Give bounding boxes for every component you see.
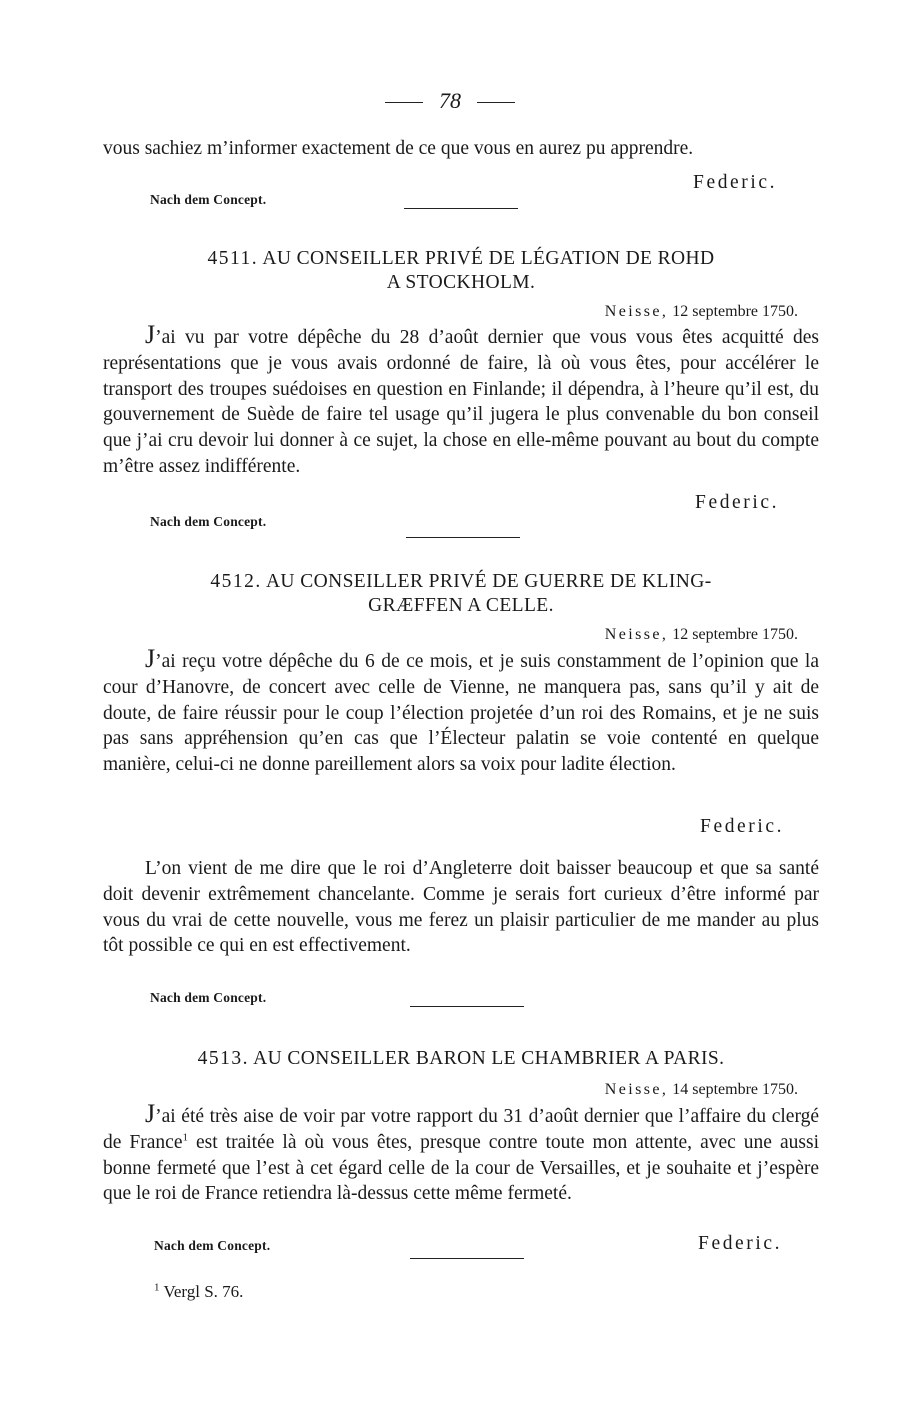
letter-4511-signature: Federic. xyxy=(695,492,780,513)
letter-4513-dateline xyxy=(103,1081,798,1099)
intro-separator xyxy=(404,208,518,209)
letter-4512-date: 12 septembre 1750. xyxy=(672,626,798,643)
letter-4513-body-text-1: ’ai été très aise de voir par votre rapport du 31 d’août dernier que l’affaire du clergé de France xyxy=(103,1106,819,1153)
letter-4513-body-text-2: est traitée là où vous êtes, presque contre toute mon attente, avec une aussi bonne fermeté que l’est à cet égard celle de la cour de Versailles, et je souhaite et j’espère que le roi de France retiendra là-dessus cette même fermeté. xyxy=(103,1131,819,1205)
letter-4511-source-note: Nach dem Concept. xyxy=(150,514,267,529)
footnote-mark: 1 xyxy=(154,1281,160,1294)
letter-4511-heading-line2: A STOCKHOLM. xyxy=(386,272,536,293)
letter-4513-heading-line1: AU CONSEILLER BARON LE CHAMBRIER A PARIS. xyxy=(253,1048,725,1069)
letter-4512-separator xyxy=(410,1006,524,1007)
letter-4512-heading-line1: AU CONSEILLER PRIVÉ DE GUERRE DE KLING- xyxy=(265,571,712,592)
intro-source-note: Nach dem Concept. xyxy=(150,192,267,207)
letter-4512-source-note: Nach dem Concept. xyxy=(150,990,267,1005)
letter-4512-number: 4512. xyxy=(210,571,262,592)
letter-4513-date: 14 septembre 1750. xyxy=(672,1081,798,1098)
page-number-dash-right xyxy=(477,102,515,103)
letter-4513-separator xyxy=(410,1258,524,1259)
letter-4511-heading-line1: AU CONSEILLER PRIVÉ DE LÉGATION DE ROHD xyxy=(262,248,715,269)
letter-4513-heading xyxy=(103,1047,819,1071)
footnote-text: Vergl S. 76. xyxy=(163,1282,244,1301)
letter-4513-number: 4513. xyxy=(197,1048,249,1069)
letter-4512-body xyxy=(103,644,819,778)
page-number xyxy=(0,88,900,114)
intro-signature: Federic. xyxy=(693,172,778,193)
letter-4511-separator xyxy=(406,537,520,538)
letter-4513-initial: J xyxy=(145,1099,156,1128)
footnote-reference: 1 xyxy=(182,1131,188,1144)
letter-4513-place: Neisse, xyxy=(604,1081,669,1098)
letter-4513-signature: Federic. xyxy=(698,1233,783,1254)
letter-4511-place: Neisse, xyxy=(604,303,669,320)
intro-paragraph: vous sachiez m’informer exactement de ce que vous en aurez pu apprendre. xyxy=(103,138,694,159)
page-number-text: 78 xyxy=(439,88,461,113)
letter-4512-place: Neisse, xyxy=(604,626,669,643)
letter-4511-body xyxy=(103,320,819,480)
letter-4512-dateline xyxy=(103,626,798,644)
letter-4511-heading xyxy=(103,247,819,295)
letter-4511-initial: J xyxy=(145,320,156,349)
letter-4512-body-text: ’ai reçu votre dépêche du 6 de ce mois, et je suis constamment de l’opinion que la cour d’Hanovre, de concert avec celle de Vienne, ne manquera pas, sans qu’il y ait de doute, de faire réussir pour le coup l’élection projetée d’un roi des Romains, et je ne suis pas sans appréhension qu’en cas que l’Électeur palatin se voie contenté en quelque manière, celui-ci ne donne pareillement alors sa voix pour ladite élection. xyxy=(103,651,819,776)
page-number-dash-left xyxy=(385,102,423,103)
letter-4513-source-note: Nach dem Concept. xyxy=(154,1238,271,1253)
letter-4511-number: 4511. xyxy=(207,248,259,269)
letter-4511-dateline xyxy=(103,303,798,321)
footnote xyxy=(154,1282,243,1302)
letter-4511-body-text: ’ai vu par votre dépêche du 28 d’août dernier que vous vous êtes acquitté des représentations que je vous avais ordonné de faire, là où vous êtes, pour accélérer le transport des troupes suédoises en question en Finlande; il dépendra, à l’heure qu’il est, du gouvernement de Suède de faire tel usage qu’il jugera le plus convenable du bon conseil que j’ai cru devoir lui donner à ce sujet, la chose en elle-même pouvant au bout du compte m’être assez indifférente. xyxy=(103,327,819,477)
letter-4511-date: 12 septembre 1750. xyxy=(672,303,798,320)
letter-4513-body xyxy=(103,1099,819,1207)
letter-4512-signature: Federic. xyxy=(700,816,785,837)
letter-4512-initial: J xyxy=(145,644,156,673)
letter-4512-postscript: L’on vient de me dire que le roi d’Angleterre doit baisser beaucoup et que sa santé doit devenir extrêmement chancelante. Comme je serais fort curieux d’être informé par vous du vrai de cette nouvelle, vous me ferez un plaisir particulier de me mander au plus tôt possible ce qui en est effectivement. xyxy=(103,858,819,957)
letter-4512-heading xyxy=(103,570,819,618)
letter-4512-heading-line2: GRÆFFEN A CELLE. xyxy=(368,595,554,616)
